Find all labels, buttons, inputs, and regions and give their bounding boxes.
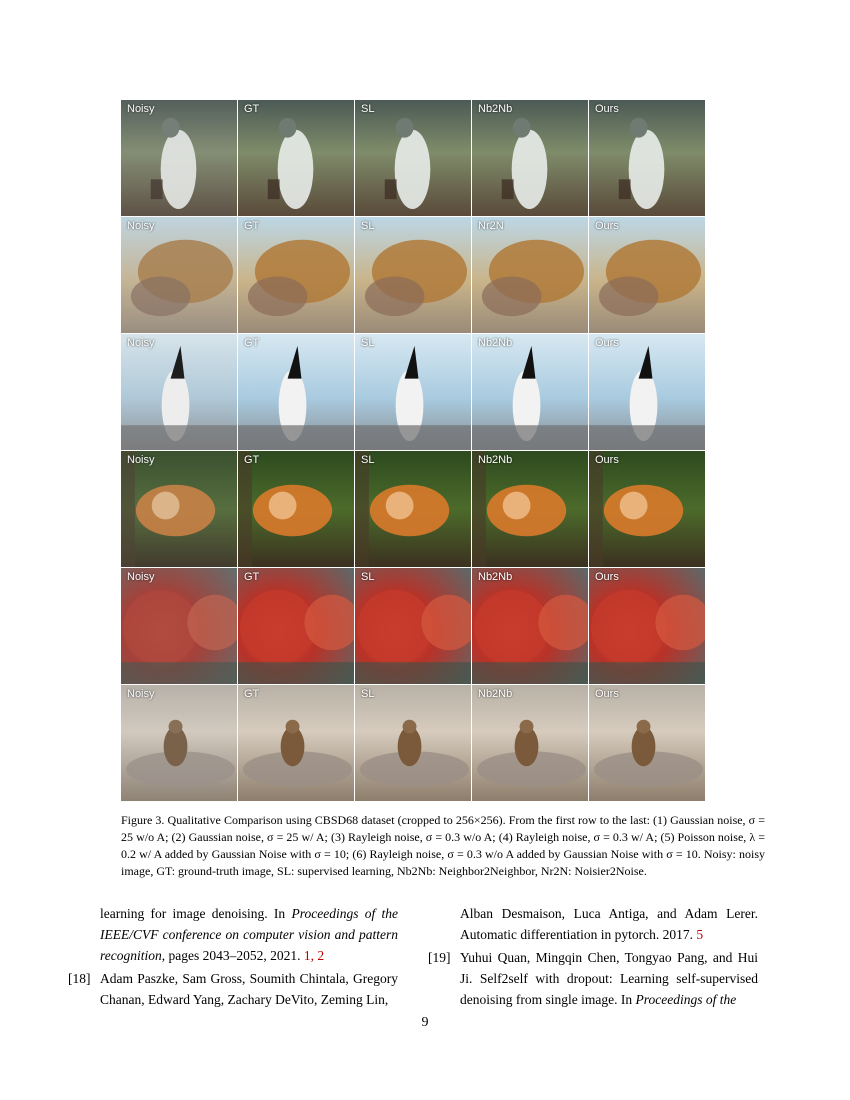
figure-cell xyxy=(589,451,706,568)
figure-cell xyxy=(472,451,589,568)
references-left-column xyxy=(68,903,398,1012)
reference-18-continued: Alban Desmaison, Luca Antiga, and Adam Lerer. Automatic differentiation in pytorch. 2017. 5 xyxy=(460,906,758,942)
figure-cell xyxy=(472,334,589,451)
figure-cell xyxy=(121,100,238,217)
figure-cell-label: Ours xyxy=(595,454,619,466)
figure-cell xyxy=(355,334,472,451)
reference-17-continued: learning for image denoising. In Proceedings of the IEEE/CVF conference on computer vision and pattern recognition, pages 2043–2052, 2021. 1, 2 xyxy=(100,906,398,963)
figure-cell xyxy=(589,217,706,334)
figure-cell xyxy=(355,685,472,802)
figure-image xyxy=(355,217,471,333)
reference-17-venue: Proceedings of the IEEE/CVF conference on computer vision and pattern recognition xyxy=(100,906,398,963)
figure-image xyxy=(589,568,705,684)
figure-cell-label: Noisy xyxy=(127,454,155,466)
figure-cell-label: Nr2N xyxy=(478,220,504,232)
figure-cell xyxy=(238,568,355,685)
figure-image xyxy=(238,568,354,684)
figure-cell-label: GT xyxy=(244,337,260,349)
figure-image xyxy=(121,685,237,801)
figure-cell-label: Noisy xyxy=(127,571,155,583)
figure-image xyxy=(121,568,237,684)
figure-image xyxy=(121,334,237,450)
figure-cell-label: Nb2Nb xyxy=(478,688,513,700)
figure-cell xyxy=(121,217,238,334)
reference-19-number: [19] xyxy=(428,950,451,965)
figure-cell-label: Ours xyxy=(595,337,619,349)
figure-image xyxy=(355,685,471,801)
references-right-column xyxy=(428,903,758,1012)
figure-cell xyxy=(589,568,706,685)
figure-cell-label: Ours xyxy=(595,103,619,115)
figure-cell xyxy=(238,451,355,568)
figure-image xyxy=(472,217,588,333)
reference-18-text: Adam Paszke, Sam Gross, Soumith Chintala, Gregory Chanan, Edward Yang, Zachary DeVito, Zeming Lin, xyxy=(100,971,398,1007)
figure-cell-label: SL xyxy=(361,571,375,583)
figure-cell xyxy=(472,100,589,217)
figure-image xyxy=(355,334,471,450)
figure-image xyxy=(238,685,354,801)
figure-cell xyxy=(121,451,238,568)
figure-cell-label: Noisy xyxy=(127,103,155,115)
figure-cell xyxy=(355,451,472,568)
figure-cell-label: Noisy xyxy=(127,337,155,349)
figure-cell xyxy=(355,568,472,685)
figure-cell-label: GT xyxy=(244,103,260,115)
figure-cell-label: GT xyxy=(244,571,260,583)
figure-image xyxy=(472,568,588,684)
figure-cell-label: SL xyxy=(361,454,375,466)
figure-image xyxy=(355,100,471,216)
figure-image xyxy=(238,217,354,333)
reference-18-citation[interactable]: 5 xyxy=(696,927,704,942)
figure-cell xyxy=(355,100,472,217)
figure-image xyxy=(472,685,588,801)
figure-cell xyxy=(121,568,238,685)
figure-cell-label: Ours xyxy=(595,220,619,232)
reference-19: [19] Yuhui Quan, Mingqin Chen, Tongyao Pang, and Hui Ji. Self2self with dropout: Learning self-supervised denoising from single image. In Proceedings of the xyxy=(428,947,758,1010)
figure-cell-label: GT xyxy=(244,688,260,700)
figure-image xyxy=(472,451,588,567)
figure-cell-label: GT xyxy=(244,454,260,466)
figure-cell xyxy=(589,334,706,451)
figure-cell xyxy=(355,217,472,334)
figure-image xyxy=(121,451,237,567)
figure-cell-label: Nb2Nb xyxy=(478,337,513,349)
figure-image-grid xyxy=(121,100,706,802)
reference-19-venue: Proceedings of the xyxy=(635,992,737,1007)
figure-cell xyxy=(472,568,589,685)
figure-image xyxy=(589,334,705,450)
figure-cell xyxy=(472,217,589,334)
figure-image xyxy=(121,100,237,216)
figure-cell-label: Ours xyxy=(595,571,619,583)
figure-image xyxy=(472,100,588,216)
figure-cell-label: Ours xyxy=(595,688,619,700)
figure-cell-label: SL xyxy=(361,337,375,349)
figure-cell xyxy=(589,100,706,217)
reference-17-citations[interactable]: 1, 2 xyxy=(303,948,325,963)
figure-cell-label: Nb2Nb xyxy=(478,454,513,466)
figure-cell xyxy=(121,334,238,451)
figure-cell-label: GT xyxy=(244,220,260,232)
figure-cell xyxy=(238,334,355,451)
figure-image xyxy=(589,685,705,801)
page-number: 9 xyxy=(421,1015,429,1030)
figure-cell-label: Noisy xyxy=(127,688,155,700)
figure-image xyxy=(238,334,354,450)
figure-cell xyxy=(238,100,355,217)
figure-image xyxy=(589,451,705,567)
figure-cell xyxy=(238,685,355,802)
figure-image xyxy=(121,217,237,333)
figure-image xyxy=(355,451,471,567)
figure-caption: Figure 3. Qualitative Comparison using CBSD68 dataset (cropped to 256×256). From the first row to the last: (1) Gaussian noise, σ = 25 w/o A; (2) Gaussian noise, σ = 25 w/ A; (3) Rayleigh noise, σ = 0.3 w/o A; (4) Rayleigh noise, σ = 0.3 w/ A; (5) Poisson noise, λ = 0.2 w/ A added by Gaussian Noise with σ = 10; (6) Rayleigh noise, σ = 0.3 w/o A added by Gaussian Noise with σ = 10. Noisy: noisy image, GT: ground-truth image, SL: supervised learning, Nb2Nb: Neighbor2Neighbor, Nr2N: Noisier2Noise. xyxy=(121,813,765,878)
reference-18 xyxy=(68,968,398,1010)
reference-18-number: [18] xyxy=(68,971,91,986)
figure-cell xyxy=(589,685,706,802)
figure-image xyxy=(355,568,471,684)
figure-cell-label: SL xyxy=(361,103,375,115)
figure-cell-label: SL xyxy=(361,688,375,700)
figure-image xyxy=(472,334,588,450)
figure-cell-label: Nb2Nb xyxy=(478,571,513,583)
figure-image xyxy=(238,100,354,216)
figure-cell-label: Nb2Nb xyxy=(478,103,513,115)
figure-cell xyxy=(121,685,238,802)
figure-cell-label: SL xyxy=(361,220,375,232)
figure-cell-label: Noisy xyxy=(127,220,155,232)
figure-cell xyxy=(238,217,355,334)
figure-image xyxy=(238,451,354,567)
figure-image xyxy=(589,100,705,216)
figure-cell xyxy=(472,685,589,802)
figure-image xyxy=(589,217,705,333)
